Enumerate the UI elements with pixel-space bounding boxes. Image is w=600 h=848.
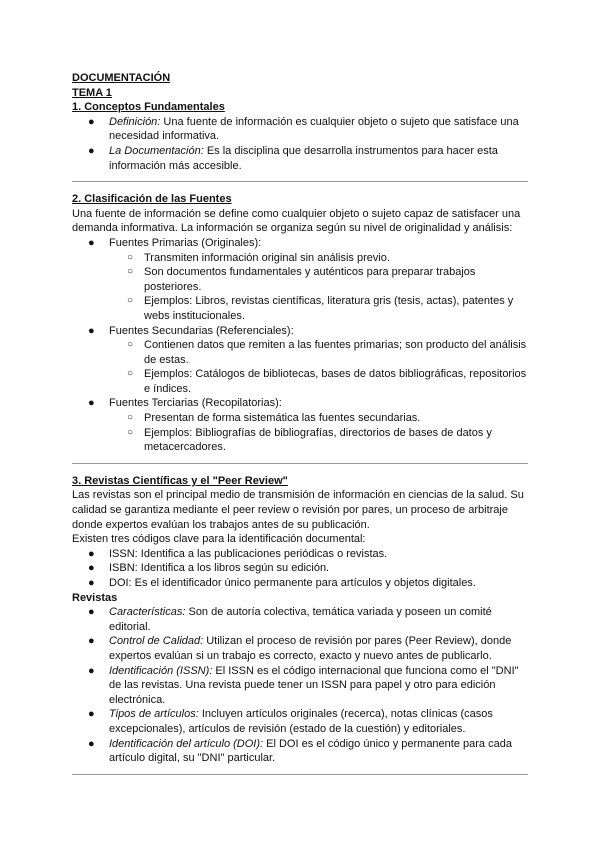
section-2-list bbox=[72, 236, 528, 455]
item-text: Una fuente de información es cualquier objeto o sujeto que satisface una necesidad informativa. bbox=[109, 115, 519, 143]
section-1-heading: 1. Conceptos Fundamentales bbox=[72, 101, 225, 114]
list-item bbox=[72, 236, 528, 251]
sub-list-item bbox=[72, 411, 528, 426]
item-term: Control de Calidad: bbox=[109, 635, 204, 648]
sub-item-text: Son documentos fundamentales y auténticos para preparar trabajos posteriores. bbox=[144, 266, 476, 293]
bullet-icon: ● bbox=[88, 737, 95, 750]
bullet-icon: ● bbox=[88, 144, 95, 157]
code-text: ISBN: Identifica a los libros según su edición. bbox=[109, 562, 330, 575]
bullet-icon: ● bbox=[88, 115, 95, 128]
group-label: Fuentes Primarias (Originales): bbox=[109, 236, 262, 249]
bullet-icon: ● bbox=[88, 236, 95, 249]
sub-list-item bbox=[72, 294, 528, 323]
bullet-icon: ● bbox=[88, 635, 95, 648]
item-text: Son de autoría colectiva, temática variada y poseen un comité editorial. bbox=[109, 606, 492, 633]
item-text: El DOI es el código único y permanente para cada artículo digital, su "DNI" particular. bbox=[109, 737, 512, 765]
item-term: La Documentación: bbox=[109, 144, 204, 157]
bullet-icon: ● bbox=[88, 324, 95, 337]
list-item bbox=[72, 707, 528, 736]
sub-list-item bbox=[72, 265, 528, 294]
sub-list-item bbox=[72, 426, 528, 455]
section-3-intro: Las revistas son el principal medio de transmisión de información en ciencias de la salud. Su calidad se garantiza mediante el peer review o revisión por pares, un proceso de arbitraje donde expertos evalúan los trabajos antes de su publicación. bbox=[72, 489, 524, 531]
item-term: Identificación (ISSN): bbox=[109, 664, 213, 677]
bullet-icon: ● bbox=[88, 606, 95, 619]
sub-item-text: Ejemplos: Bibliografías de bibliografías, directorios de bases de datos y metacercadores. bbox=[144, 426, 492, 454]
divider bbox=[72, 463, 528, 464]
circle-bullet-icon: ○ bbox=[127, 339, 134, 351]
document-page bbox=[72, 71, 528, 785]
section-2-intro: Una fuente de información se define como cualquier objeto o sujeto capaz de satisfacer una demanda informativa. La información se organiza según su nivel de originalidad y análisis: bbox=[72, 207, 521, 235]
circle-bullet-icon: ○ bbox=[127, 251, 134, 263]
bullet-icon: ● bbox=[88, 664, 95, 677]
list-item bbox=[72, 576, 528, 591]
bullet-icon: ● bbox=[88, 562, 95, 575]
doc-title: DOCUMENTACIÓN bbox=[72, 72, 171, 84]
tema-label: TEMA 1 bbox=[72, 86, 112, 99]
list-item bbox=[72, 561, 528, 576]
group-label: Fuentes Secundarias (Referenciales): bbox=[109, 324, 294, 337]
item-term: Definición: bbox=[109, 115, 161, 128]
item-text: Utilizan el proceso de revisión por pares (Peer Review), donde expertos evalúan si un trabajo es correcto, exacto y nuevo antes de publicarlo. bbox=[109, 635, 512, 662]
sub-item-text: Transmiten información original sin análisis previo. bbox=[144, 251, 390, 264]
item-text: Incluyen artículos originales (recerca), notas clínicas (casos excepcionales), artículos de revisión (estado de la cuestión) y editoriales. bbox=[109, 708, 493, 735]
section-1-list bbox=[72, 115, 528, 173]
bullet-icon: ● bbox=[88, 577, 95, 589]
list-item bbox=[72, 547, 528, 562]
item-text: Es la disciplina que desarrolla instrumentos para hacer esta información más accesible. bbox=[109, 144, 498, 172]
revistas-list bbox=[72, 605, 528, 766]
divider bbox=[72, 181, 528, 182]
circle-bullet-icon: ○ bbox=[127, 266, 134, 278]
item-term: Tipos de artículos: bbox=[109, 708, 199, 721]
sub-item-text: Ejemplos: Catálogos de bibliotecas, bases de datos bibliográficas, repositorios e índices. bbox=[144, 368, 527, 395]
circle-bullet-icon: ○ bbox=[127, 426, 134, 438]
sub-list-item bbox=[72, 367, 528, 396]
sub-list-item bbox=[72, 251, 528, 266]
revistas-subheading: Revistas bbox=[72, 591, 118, 604]
bullet-icon: ● bbox=[88, 547, 95, 560]
list-item bbox=[72, 634, 528, 663]
list-item bbox=[72, 737, 528, 766]
group-label: Fuentes Terciarias (Recopilatorias): bbox=[109, 397, 282, 410]
circle-bullet-icon: ○ bbox=[127, 412, 134, 424]
item-text: El ISSN es el código internacional que funciona como el "DNI" de las revistas. Una revista puede tener un ISSN para papel y otro para edición electrónica. bbox=[109, 664, 519, 706]
section-3-codes-intro: Existen tres códigos clave para la identificación documental: bbox=[72, 533, 366, 546]
divider bbox=[72, 774, 528, 775]
item-term: Características: bbox=[109, 606, 186, 619]
sub-list-item bbox=[72, 338, 528, 367]
list-item bbox=[72, 605, 528, 634]
codes-list bbox=[72, 547, 528, 591]
list-item bbox=[72, 115, 528, 144]
list-item bbox=[72, 396, 528, 411]
section-2-heading: 2. Clasificación de las Fuentes bbox=[72, 193, 232, 206]
section-3-heading: 3. Revistas Científicas y el "Peer Review" bbox=[72, 474, 288, 487]
bullet-icon: ● bbox=[88, 397, 95, 410]
circle-bullet-icon: ○ bbox=[127, 368, 134, 380]
circle-bullet-icon: ○ bbox=[127, 295, 134, 307]
sub-item-text: Presentan de forma sistemática las fuentes secundarias. bbox=[144, 412, 421, 425]
item-term: Identificación del artículo (DOI): bbox=[109, 737, 264, 750]
sub-item-text: Ejemplos: Libros, revistas científicas, literatura gris (tesis, actas), patentes y webs institucionales. bbox=[144, 295, 514, 322]
code-text: ISSN: Identifica a las publicaciones periódicas o revistas. bbox=[109, 547, 388, 560]
bullet-icon: ● bbox=[88, 708, 95, 721]
code-text: DOI: Es el identificador único permanente para artículos y objetos digitales. bbox=[109, 577, 476, 589]
sub-item-text: Contienen datos que remiten a las fuentes primarias; son producto del análisis de estas. bbox=[144, 339, 527, 366]
list-item bbox=[72, 664, 528, 708]
list-item bbox=[72, 144, 528, 173]
list-item bbox=[72, 324, 528, 339]
